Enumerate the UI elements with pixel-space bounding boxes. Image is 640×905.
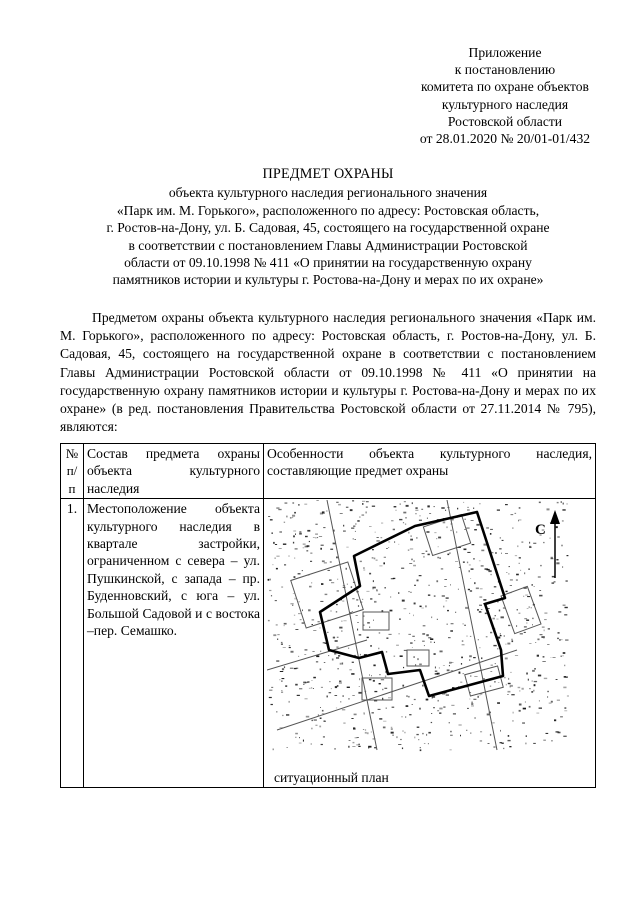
map-cell [264, 499, 596, 788]
table-row [61, 499, 596, 788]
table-header-row [61, 444, 596, 499]
north-label: С [535, 522, 546, 539]
document-title [60, 166, 596, 289]
situational-plan-map [267, 500, 569, 752]
title-line: в соответствии с постановлением Главы Администрации Ростовской [128, 237, 528, 253]
title-line: памятников истории и культуры г. Ростова-на-Дону и мерах по их охране» [112, 272, 544, 288]
protection-table [60, 443, 596, 788]
title-heading: ПРЕДМЕТ ОХРАНЫ [262, 166, 394, 182]
intro-paragraph: Предметом охраны объекта культурного наследия регионального значения «Парк им. М. Горького», расположенного по адресу: Ростовская область, г. Ростов-на-Дону, ул. Б. Садовая, 45, состоящего на государственной охране в соответствии с постановлением Главы Администрации Ростовской области от 09.10.1998 № 411 «О принятии на государственную охрану памятников истории и культуры г. Ростова-на-Дону и мерах по их охране» (в ред. постановления Правительства Ростовской области от 27.11.2014 № 795), являются: [60, 310, 596, 435]
header-features: Особенности объекта культурного наследия, составляющие предмет охраны [264, 444, 596, 499]
appendix-line: к постановлению [454, 62, 556, 78]
appendix-line: Приложение [468, 45, 542, 60]
header-composition: Состав предмета охраны объекта культурного наследия [84, 444, 264, 499]
row-number: 1. [61, 499, 84, 788]
appendix-line: комитета по охране объектов [421, 79, 589, 95]
row-description: Местоположение объекта культурного наследия в квартале застройки, ограниченном с севера – ул. Пушкинской, с запада – пр. Буденновский, с юга – ул. Большой Садовой и с востока –пер. Семашко. [84, 499, 264, 788]
title-line: г. Ростов-на-Дону, ул. Б. Садовая, 45, состоящего на государственной охране [106, 220, 550, 236]
title-line: области от 09.10.1998 № 411 «О принятии на государственную охрану [124, 255, 532, 271]
title-line: «Парк им. М. Горького», расположенного по адресу: Ростовская область, [116, 202, 540, 218]
appendix-line: Ростовской области [447, 113, 563, 129]
header-num: № п/п [61, 444, 84, 499]
north-arrow-head-icon [550, 510, 560, 524]
appendix-line: культурного наследия [441, 96, 569, 112]
appendix-line: от 28.01.2020 № 20/01-01/432 [419, 131, 591, 147]
map-caption: ситуационный план [274, 769, 389, 785]
appendix-header [400, 44, 610, 147]
title-line: объекта культурного наследия регионального значения [168, 185, 488, 201]
